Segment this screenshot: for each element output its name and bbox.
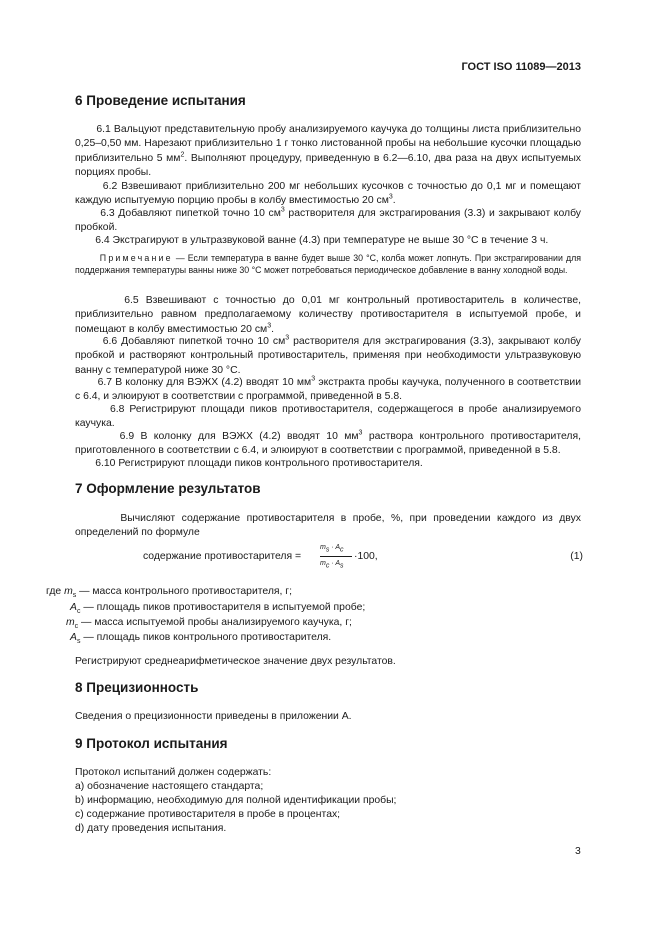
- where-line-4: [70, 631, 331, 645]
- p9-end: раствора контрольного противостарителя, приготовленного в соответствии с 6.4, и элюируют в соответствии с программой, приведенной в 5.8.: [75, 431, 581, 457]
- note-6-4: [75, 252, 581, 277]
- num-m-sub: s: [325, 546, 330, 554]
- fraction-bar: [320, 556, 352, 557]
- paragraph-6-4: [75, 234, 581, 248]
- p5-text: 6.5 Взвешивают с точностью до 0,01 мг контрольный противостаритель в количестве, приблизительно равном предполагаемому количеству противостарителя в испытуемой пробе, и помещают в колбу вместимостью 20 см: [75, 295, 581, 335]
- p10-text: 6.10 Регистрируют площади пиков контрольного противостарителя.: [95, 458, 423, 469]
- p6-text: 6.6 Добавляют пипеткой точно 10 см: [102, 336, 286, 347]
- paragraph-6-10: [75, 457, 581, 471]
- den-m-sub: c: [325, 562, 330, 570]
- var-symbol: A: [70, 632, 77, 643]
- p9-sup: 3: [358, 429, 363, 437]
- var-sub: c: [76, 608, 81, 616]
- note-text: — Если температура в ванне будет выше 30 °С, колба может лопнуть. При экстрагировании для поддержания температуры ванны ниже 30 °С может потребоваться периодическое добавление в ванну холодной воды.: [75, 253, 581, 276]
- formula-multiplier: ·100,: [354, 551, 378, 562]
- formula-number: (1): [570, 551, 583, 562]
- p1-sup: 2: [180, 151, 185, 159]
- p3-sup: 3: [280, 206, 285, 214]
- paragraph-6-5: [75, 294, 581, 337]
- var-desc: — масса испытуемой пробы анализируемого каучука, г;: [78, 617, 352, 628]
- den-dot: ·: [329, 560, 336, 567]
- var-sub: s: [76, 638, 81, 646]
- paragraph-6-3: [75, 207, 581, 236]
- p8-text: 6.8 Регистрируют площади пиков противостарителя, содержащегося в пробе анализируемого каучука.: [75, 404, 581, 430]
- p2-sup: 3: [388, 193, 393, 201]
- formula-label: содержание противостарителя =: [143, 551, 302, 562]
- intro-text: Вычисляют содержание противостарителя в пробе, %, при проведении каждого из двух определений по формуле: [75, 513, 581, 539]
- section-8-title: 8 Прецизионность: [75, 680, 199, 695]
- where-line-1: [46, 585, 292, 599]
- protocol-item: а) обозначение настоящего стандарта;: [75, 781, 264, 792]
- p9-text: 6.9 В колонку для ВЭЖХ (4.2) вводят 10 мм: [119, 431, 359, 442]
- p1-end: . Выполняют процедуру, приведенную в 6.2—6.10, два раза на двух испытуемых порциях пробы.: [75, 152, 581, 178]
- p5-end: .: [271, 323, 274, 335]
- precision-text: Сведения о прецизионности приведены в приложении А.: [75, 711, 352, 722]
- formula-1: [143, 543, 583, 573]
- document-header: ГОСТ ISO 11089—2013: [461, 61, 581, 73]
- fraction-numerator: [320, 544, 344, 554]
- protocol-intro: Протокол испытаний должен содержать:: [75, 767, 272, 778]
- p3-end: растворителя для экстрагирования (3.3) и закрывают колбу пробкой.: [75, 208, 581, 234]
- var-desc: — площадь пиков противостарителя в испытуемой пробе;: [80, 602, 366, 613]
- paragraph-6-8: [75, 403, 581, 432]
- var-desc: — площадь пиков контрольного противостарителя.: [80, 632, 332, 643]
- p3-text: 6.3 Добавляют пипеткой точно 10 см: [100, 208, 281, 219]
- p4-text: 6.4 Экстрагируют в ультразвуковой ванне (4.3) при температуре не выше 30 °С в течение 3 ч.: [95, 235, 549, 246]
- den-a: A: [335, 560, 340, 567]
- p5-sup: 3: [267, 322, 272, 330]
- p1-text: 6.1 Вальцуют представительную пробу анализируемого каучука до толщины листа приблизительно 0,25–0,50 мм. Нарезают приблизительно 1 г тонко листованной пробы на небольшие кусочки площадью приблизительно 5 мм: [75, 124, 581, 164]
- where-line-3: [66, 616, 352, 630]
- p2-end: .: [392, 195, 396, 207]
- paragraph-6-2: [75, 180, 581, 209]
- formula-fraction: [308, 543, 344, 573]
- section-7-intro: [75, 512, 581, 541]
- p2-text: 6.2 Взвешивают приблизительно 200 мг небольших кусочков с точностью до 0,1 мг и помещают каждую испытуемую порцию пробы в колбу вместимостью 20 см: [75, 181, 581, 207]
- p7-sup: 3: [311, 375, 316, 383]
- section-6-title: 6 Проведение испытания: [75, 93, 246, 108]
- var-desc: — масса контрольного противостарителя, г;: [76, 586, 292, 597]
- fraction-denominator: [320, 560, 344, 570]
- paragraph-6-6: [75, 335, 581, 378]
- var-sub: s: [72, 592, 77, 600]
- mean-result-text: Регистрируют среднеарифметическое значение двух результатов.: [75, 656, 396, 667]
- section-7-title: 7 Оформление результатов: [75, 481, 261, 496]
- num-dot: ·: [329, 544, 336, 551]
- num-a-sub: c: [339, 546, 344, 554]
- var-symbol: m: [64, 586, 73, 597]
- p7-text: 6.7 В колонку для ВЭЖХ (4.2) вводят 10 мм: [97, 377, 312, 388]
- protocol-item: b) информацию, необходимую для полной идентификации пробы;: [75, 795, 397, 806]
- var-sub: c: [74, 623, 79, 631]
- paragraph-6-9: [75, 430, 581, 459]
- var-symbol: m: [66, 617, 75, 628]
- num-m: m: [320, 544, 326, 551]
- num-a: A: [335, 544, 340, 551]
- den-a-sub: s: [339, 562, 344, 570]
- note-label: Примечание: [99, 253, 173, 263]
- var-symbol: A: [70, 602, 77, 613]
- where-line-2: [70, 601, 365, 615]
- den-m: m: [320, 560, 326, 567]
- p6-sup: 3: [285, 334, 290, 342]
- section-9-title: 9 Протокол испытания: [75, 736, 228, 751]
- p6-end: растворителя для экстрагирования (3.3), закрывают колбу пробкой и растворяют контрольный противостаритель, применяя при необходимости ультразвуковую ванну с температурой ниже 30 °С.: [75, 336, 581, 376]
- page-number: 3: [575, 846, 581, 857]
- paragraph-6-7: [75, 376, 581, 405]
- protocol-item: c) содержание противостарителя в пробе в процентах;: [75, 809, 341, 820]
- p7-end: экстракта пробы каучука, полученного в соответствии с 6.4, и элюируют в соответствии с программой, приведенной в 5.8.: [75, 377, 582, 403]
- protocol-item: d) дату проведения испытания.: [75, 823, 227, 834]
- paragraph-6-1: [75, 123, 581, 180]
- where-prefix: где: [46, 586, 62, 597]
